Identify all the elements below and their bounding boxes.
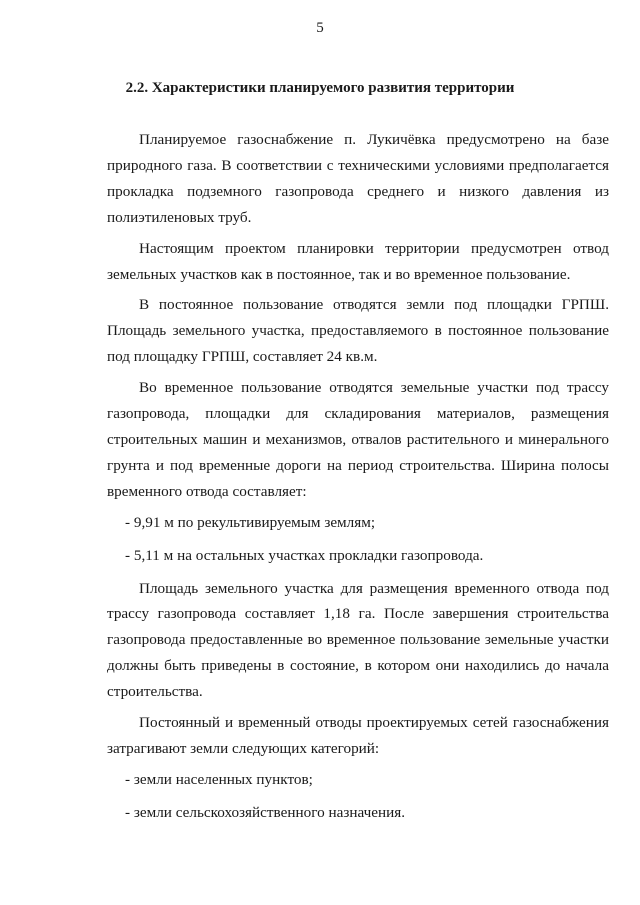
document-body <box>107 127 609 826</box>
list-item-settlement-lands: - земли населенных пунктов; <box>125 770 313 788</box>
page-number: 5 <box>316 20 324 36</box>
list-item-recultivated-width: - 9,91 м по рекультивируемым землям; <box>125 513 376 531</box>
list-item-other-width: - 5,11 м на остальных участках прокладки газопровода. <box>125 546 484 564</box>
list-item-agricultural-lands: - земли сельскохозяйственного назначения. <box>125 803 406 821</box>
paragraph-permanent-use: В постоянное пользование отводятся земли под площадки ГРПШ. Площадь земельного участка, предоставляемого в постоянное пользование под площадку ГРПШ, составляет 24 кв.м. <box>107 296 609 366</box>
paragraph-land-categories: Постоянный и временный отводы проектируемых сетей газоснабжения затрагивают земли следующих категорий: <box>107 714 609 757</box>
paragraph-gas-supply: Планируемое газоснабжение п. Лукичёвка предусмотрено на базе природного газа. В соответствии с техническими условиями предполагается прокладка подземного газопровода среднего и низкого давления из полиэтиленовых труб. <box>107 131 609 226</box>
section-title: 2.2. Характеристики планируемого развития территории <box>125 80 515 96</box>
paragraph-temporary-area: Площадь земельного участка для размещения временного отвода под трассу газопровода составляет 1,18 га. После завершения строительства газопровода предоставленные во временное пользование земельные участки должны быть приведены в состояние, в котором они находились до начала строительства. <box>107 579 609 701</box>
paragraph-temporary-use: Во временное пользование отводятся земельные участки под трассу газопровода, площадки для складирования материалов, размещения строительных машин и механизмов, отвалов растительного и минерального грунта и под временные дороги на период строительства. Ширина полосы временного отвода составляет: <box>107 379 609 500</box>
paragraph-land-allocation: Настоящим проектом планировки территории предусмотрен отвод земельных участков как в постоянное, так и во временное пользование. <box>107 239 609 283</box>
